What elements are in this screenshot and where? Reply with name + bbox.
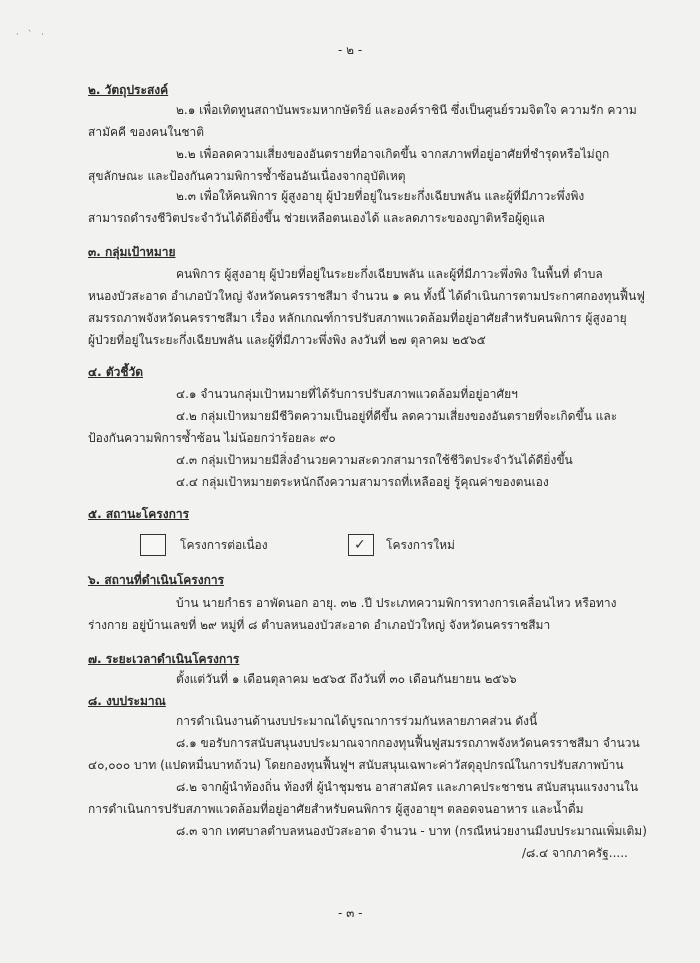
section-5-heading: ๕. สถานะโครงการ (88, 507, 190, 521)
section-2-line-2: สามัคคี ของคนในชาติ (88, 125, 205, 139)
section-3-line-3: สมรรถภาพจังหวัดนครราชสีมา เรื่อง หลักเกณฑ์การปรับสภาพแวดล้อมที่อยู่อาศัยสำหรับคนพิการ ผู้สูงอายุ (88, 311, 627, 325)
section-8-line-4: ๘.๒ จากผู้นำท้องถิ่น ท้องที่ ผู้นำชุมชน อาสาสมัคร และภาคประชาชน สนับสนุนแรงงานใน (176, 780, 639, 794)
section-8-line-2: ๘.๑ ขอรับการสนับสนุนงบประมาณจากกองทุนฟื้นฟูสมรรถภาพจังหวัดนครราชสีมา จำนวน (176, 736, 640, 750)
section-3-line-2: หนองบัวสะอาด อำเภอบัวใหญ่ จังหวัดนครราชสีมา จำนวน ๑ คน ทั้งนี้ ได้ดำเนินการตามประกาศกองทุนฟื้นฟู (88, 289, 645, 303)
scan-specks: · ` · (16, 30, 47, 40)
section-7-line-1: ตั้งแต่วันที่ ๑ เดือนตุลาคม ๒๕๖๕ ถึงวันที่ ๓๐ เดือนกันยายน ๒๕๖๖ (176, 672, 517, 686)
section-6-line-2: ร่างกาย อยู่บ้านเลขที่ ๒๙ หมู่ที่ ๘ ตำบลหนองบัวสะอาด อำเภอบัวใหญ่ จังหวัดนครราชสีมา (88, 618, 551, 632)
page-number-top: - ๒ - (338, 43, 363, 57)
section-4-line-2: ๔.๒ กลุ่มเป้าหมายมีชีวิตความเป็นอยู่ที่ดีขึ้น ลดความเสี่ยงของอันตรายที่จะเกิดขึ้น และ (176, 409, 618, 423)
section-4-line-4: ๔.๓ กลุ่มเป้าหมายมีสิ่งอำนวยความสะดวกสามารถใช้ชีวิตประจำวันได้ดียิ่งขึ้น (176, 453, 573, 467)
continued-marker: /๘.๔ จากภาครัฐ..... (522, 846, 628, 860)
continuing-project-label: โครงการต่อเนื่อง (180, 538, 268, 552)
section-6-line-1: บ้าน นายกำธร อาพัดนอก อายุ. ๓๒ .ปี ประเภทความพิการทางการเคลื่อนไหว หรือทาง (176, 596, 617, 610)
section-8-line-3: ๔๐,๐๐๐ บาท (แปดหมื่นบาทถ้วน) โดยกองทุนฟื้นฟูฯ สนับสนุนเฉพาะค่าวัสดุอุปกรณ์ในการปรับสภาพบ้าน (88, 758, 624, 772)
section-8-line-1: การดำเนินงานด้านงบประมาณได้บูรณาการร่วมกันหลายภาคส่วน ดังนี้ (176, 714, 538, 728)
section-2-line-4: สุขลักษณะ และป้องกันความพิการซ้ำซ้อนอันเนื่องจากอุบัติเหตุ (88, 169, 406, 183)
section-3-line-1: คนพิการ ผู้สูงอายุ ผู้ป่วยที่อยู่ในระยะกึ่งเฉียบพลัน และผู้ที่มีภาวะพึ่งพิง ในพื้นที่ ตำบล (176, 267, 603, 281)
new-project-checkbox[interactable] (348, 534, 374, 556)
section-2-line-5: ๒.๓ เพื่อให้คนพิการ ผู้สูงอายุ ผู้ป่วยที่อยู่ในระยะกึ่งเฉียบพลัน และผู้ที่มีภาวะพึ่งพิง (176, 189, 585, 203)
section-8-heading: ๘. งบประมาณ (88, 694, 166, 708)
new-project-label: โครงการใหม่ (386, 538, 455, 552)
page-number-bottom: - ๓ - (338, 906, 363, 920)
section-4-line-3: ป้องกันความพิการซ้ำซ้อน ไม่น้อยกว่าร้อยละ ๙๐ (88, 431, 336, 445)
section-3-line-4: ผู้ป่วยที่อยู่ในระยะกึ่งเฉียบพลัน และผู้ที่มีภาวะพึ่งพิง ลงวันที่ ๒๗ ตุลาคม ๒๕๖๕ (88, 333, 486, 347)
section-8-line-6: ๘.๓ จาก เทศบาลตำบลหนองบัวสะอาด จำนวน - บาท (กรณีหน่วยงานมีงบประมาณเพิ่มเติม) (176, 824, 647, 838)
section-3-heading: ๓. กลุ่มเป้าหมาย (88, 245, 176, 259)
check-mark-icon: ✓ (354, 537, 366, 553)
section-2-line-3: ๒.๒ เพื่อลดความเสี่ยงของอันตรายที่อาจเกิดขึ้น จากสภาพที่อยู่อาศัยที่ชำรุดหรือไม่ถูก (176, 147, 610, 161)
section-2-heading: ๒. วัตถุประสงค์ (88, 83, 169, 97)
section-8-line-5: การดำเนินการปรับสภาพแวดล้อมที่อยู่อาศัยสำหรับคนพิการ ผู้สูงอายุฯ ตลอดจนอาหาร และน้ำดื่ม (88, 802, 584, 816)
section-7-heading: ๗. ระยะเวลาดำเนินโครงการ (88, 652, 240, 666)
section-4-line-1: ๔.๑ จำนวนกลุ่มเป้าหมายที่ได้รับการปรับสภาพแวดล้อมที่อยู่อาศัยฯ (176, 387, 518, 401)
section-4-heading: ๔. ตัวชี้วัด (88, 365, 144, 379)
section-6-heading: ๖. สถานที่ดำเนินโครงการ (88, 573, 225, 587)
section-4-line-5: ๔.๔ กลุ่มเป้าหมายตระหนักถึงความสามารถที่เหลืออยู่ รู้คุณค่าของตนเอง (176, 475, 549, 489)
continuing-project-checkbox[interactable] (140, 534, 166, 556)
section-2-line-1: ๒.๑ เพื่อเทิดทูนสถาบันพระมหากษัตริย์ และองค์ราชินี ซึ่งเป็นศูนย์รวมจิตใจ ความรัก ความ (176, 103, 637, 117)
section-2-line-6: สามารถดำรงชีวิตประจำวันได้ดียิ่งขึ้น ช่วยเหลือตนเองได้ และลดภาระของญาติหรือผู้ดูแล (88, 211, 545, 225)
